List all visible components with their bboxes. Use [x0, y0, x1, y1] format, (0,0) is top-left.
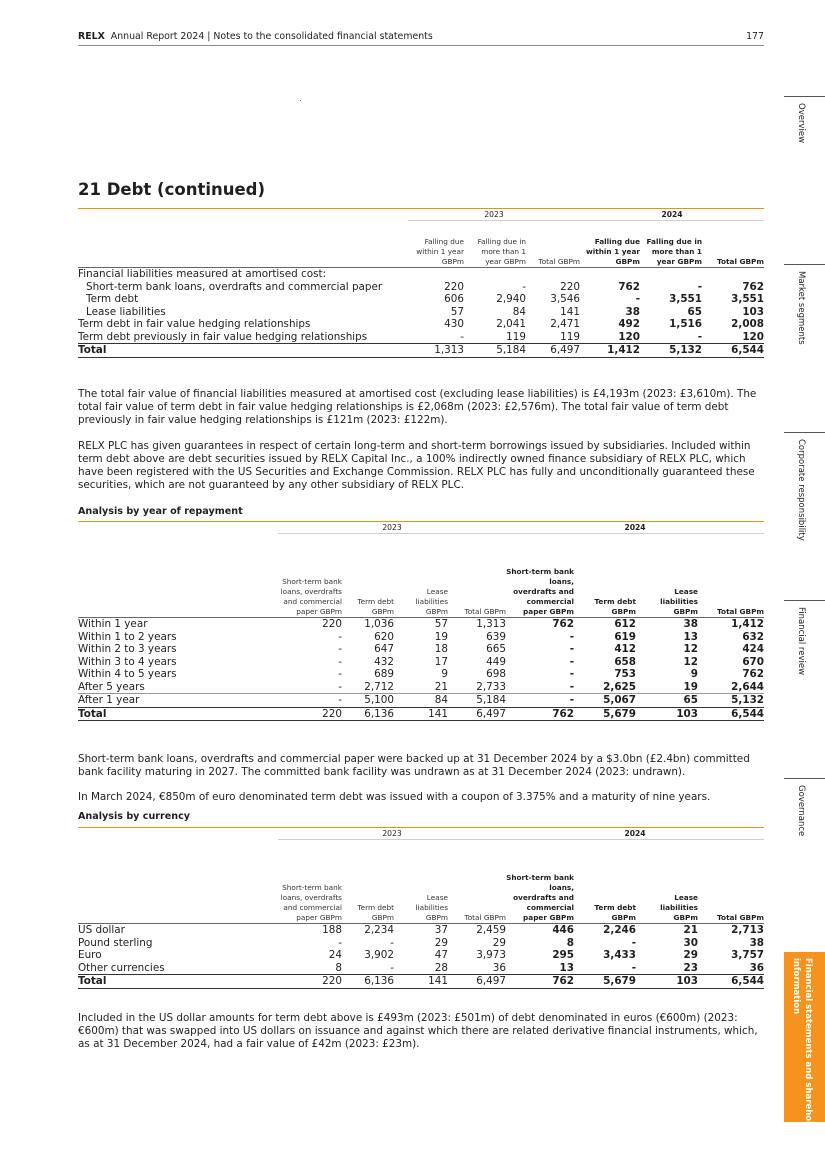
year-2024: 2024	[506, 523, 764, 534]
table-row	[78, 268, 764, 281]
cell: 120	[618, 330, 641, 343]
table-total-row	[78, 344, 764, 358]
cell: 3,902	[364, 949, 394, 961]
cell: 141	[560, 305, 581, 318]
cell: -	[635, 293, 641, 305]
table-row	[78, 668, 764, 681]
tab-governance-label: Governance	[796, 785, 806, 837]
cell: 2,644	[698, 681, 764, 694]
cell: 29	[434, 936, 448, 949]
cell: 84	[512, 305, 526, 318]
cell: 3,973	[476, 949, 507, 961]
row-label: Financial liabilities measured at amortised cost:	[78, 268, 327, 280]
cell: 57	[434, 618, 448, 630]
cell: 6,136	[342, 707, 394, 721]
cell: 19	[434, 630, 448, 643]
cell: 8	[566, 936, 575, 949]
cell: 2,940	[496, 293, 526, 305]
cell: 412	[614, 643, 637, 655]
table-row	[78, 962, 764, 975]
cell: 658	[614, 655, 637, 668]
col-header: Falling due in more than 1 year GBPm	[464, 221, 526, 268]
cell: -	[631, 961, 637, 974]
cell: 5,132	[731, 694, 765, 706]
paragraph-guarantees: RELX PLC has given guarantees in respect of certain long-term and short-term borrowings issued by subsidiaries. Included within term debt above are debt securities issued by RELX Capital Inc., a 100% indirectly owned finance subsidiary of RELX PLC, which have been registered with the US Securities and Exchange Commission. RELX PLC has fully and unconditionally guaranteed these securities, which are not guaranteed by any other subsidiary of RELX PLC.	[78, 440, 755, 491]
report-title: Annual Report 2024 | Notes to the consolidated financial statements	[110, 31, 433, 42]
cell: -	[338, 630, 342, 643]
stray-dot	[300, 100, 301, 101]
cell: 1,313	[476, 618, 507, 630]
cell: 119	[506, 330, 526, 343]
cell: 8	[335, 961, 342, 974]
cell: 119	[560, 330, 581, 343]
col-header: Short-term bank loans, overdrafts and commercial paper GBPm	[506, 534, 574, 618]
cell: -	[278, 681, 342, 694]
cell: 37	[434, 924, 448, 936]
col-header: Short-term bank loans, overdrafts and commercial paper GBPm	[278, 840, 342, 924]
cell: 30	[683, 936, 699, 949]
row-label: Within 1 to 2 years	[78, 630, 177, 643]
row-label: Term debt	[86, 293, 139, 305]
row-label: Total	[78, 707, 278, 721]
cell: 3,551	[731, 293, 765, 305]
cell: 17	[434, 655, 448, 668]
col-header: Total GBPm	[702, 221, 764, 268]
table-row	[78, 618, 764, 631]
cell: 141	[394, 975, 448, 989]
subheading-currency: Analysis by currency	[78, 811, 191, 822]
tab-corporate-responsibility-label: Corporate responsibility	[796, 439, 806, 541]
cell: 5,184	[464, 344, 526, 358]
table2-top-rule	[78, 521, 764, 522]
cell: 5,067	[603, 694, 637, 706]
cell: 103	[636, 975, 698, 989]
year-2023: 2023	[408, 210, 580, 221]
cell: -	[697, 330, 703, 343]
cell: -	[569, 655, 575, 668]
cell: 220	[278, 707, 342, 721]
cell: 220	[560, 280, 581, 293]
cell: 12	[683, 655, 699, 668]
cell: 6,544	[702, 344, 764, 358]
cell: -	[460, 330, 464, 343]
cell: 632	[742, 630, 765, 643]
cell: 1,412	[580, 344, 640, 358]
cell: 220	[278, 975, 342, 989]
table-row	[78, 937, 764, 950]
cell: 446	[552, 924, 575, 936]
cell: 3,546	[550, 293, 581, 305]
cell: 3,551	[669, 293, 703, 305]
col-header: Total GBPm	[698, 840, 764, 924]
cell: 21	[394, 681, 448, 694]
col-header: Lease liabilities GBPm	[394, 840, 448, 924]
tab-financial-review[interactable]	[784, 600, 825, 768]
cell: 762	[618, 280, 641, 293]
cell: -	[338, 655, 342, 668]
year-2023: 2023	[278, 523, 506, 534]
cell: 1,036	[364, 618, 394, 630]
col-header: Term debt GBPm	[574, 534, 636, 618]
col-header: Short-term bank loans, overdrafts and commercial paper GBPm	[506, 840, 574, 924]
cell: 57	[450, 305, 464, 318]
cell: 9	[441, 668, 448, 680]
table1-top-rule	[78, 208, 764, 209]
cell: 2,234	[364, 924, 394, 936]
cell: 1,313	[408, 344, 464, 358]
col-header: Lease liabilities GBPm	[636, 534, 698, 618]
page-number: 177	[746, 31, 764, 42]
cell: 2,008	[731, 318, 765, 330]
col-header: Falling due within 1 year GBPm	[580, 221, 640, 268]
cell: 5,679	[574, 707, 636, 721]
col-header: Falling due within 1 year GBPm	[408, 221, 464, 268]
cell: 647	[374, 643, 394, 655]
cell: 18	[434, 643, 448, 655]
cell: -	[697, 280, 703, 293]
cell: 2,471	[550, 318, 581, 330]
cell: -	[631, 936, 637, 949]
cell: 5,184	[476, 694, 507, 706]
cell: -	[338, 643, 342, 655]
cell: 6,497	[448, 975, 506, 989]
cell: 424	[742, 643, 765, 655]
row-label: Within 1 year	[78, 618, 148, 630]
row-label: Within 3 to 4 years	[78, 655, 177, 668]
row-label: Other currencies	[78, 961, 165, 974]
table-total-row	[78, 975, 764, 989]
cell: 6,497	[526, 344, 580, 358]
cell: 3,757	[731, 949, 765, 961]
cell: 19	[636, 681, 698, 694]
cell: 141	[394, 707, 448, 721]
cell: -	[338, 936, 342, 949]
table-row	[78, 694, 764, 708]
cell: 619	[614, 630, 637, 643]
row-label: Total	[78, 344, 408, 358]
cell: 1,516	[669, 318, 703, 330]
cell: -	[390, 936, 394, 949]
row-label: Pound sterling	[78, 936, 153, 949]
paragraph-bank-facility: Short-term bank loans, overdrafts and commercial paper were backed up at 31 December 2024 by a $3.0bn (£2.4bn) committed bank facility maturing in 2027. The committed bank facility was undrawn as at 31 December 2024 (2023: undrawn).	[78, 753, 750, 778]
cell: 3,433	[603, 949, 637, 961]
tab-market-segments[interactable]	[784, 264, 825, 432]
table-row	[78, 681, 764, 694]
cell: 762	[506, 975, 574, 989]
row-label: Euro	[78, 949, 102, 961]
cell: -	[338, 694, 342, 706]
cell: 9	[690, 668, 699, 680]
cell: 2,459	[476, 924, 507, 936]
cell: 5,132	[640, 344, 702, 358]
cell: -	[569, 630, 575, 643]
cell: 762	[552, 618, 575, 630]
cell: 36	[492, 961, 507, 974]
row-label: After 1 year	[78, 694, 140, 706]
cell: 612	[614, 618, 637, 630]
page-header	[78, 31, 764, 42]
cell: 103	[742, 305, 765, 318]
table-total-row	[78, 707, 764, 721]
cell: 6,497	[448, 707, 506, 721]
cell: 2,712	[342, 681, 394, 694]
paragraph-euro-issue: In March 2024, €850m of euro denominated term debt was issued with a coupon of 3.375% and a maturity of nine years.	[78, 791, 711, 803]
cell: 120	[742, 330, 765, 343]
cell: 620	[374, 630, 394, 643]
subheading-repayment: Analysis by year of repayment	[78, 506, 243, 517]
tab-financial-statements[interactable]	[784, 952, 825, 1141]
tab-financial-statements-label: Financial statements and shareholder information	[791, 958, 813, 1141]
tab-market-segments-label: Market segments	[796, 271, 806, 345]
cell: 38	[683, 618, 699, 630]
row-label: Total	[78, 975, 278, 989]
table-row	[78, 318, 764, 331]
cell: 689	[374, 668, 394, 680]
table-row	[78, 281, 764, 294]
row-label: US dollar	[78, 924, 125, 936]
cell: 2,625	[574, 681, 636, 694]
cell: 492	[618, 318, 641, 330]
cell: -	[569, 694, 575, 706]
cell: 103	[636, 707, 698, 721]
cell: 432	[374, 655, 394, 668]
cell: -	[569, 668, 575, 680]
year-2024: 2024	[580, 210, 764, 221]
col-header: Term debt GBPm	[574, 840, 636, 924]
col-header: Short-term bank loans, overdrafts and commercial paper GBPm	[278, 534, 342, 618]
col-header: Lease liabilities GBPm	[394, 534, 448, 618]
table-row	[78, 631, 764, 644]
cell: -	[569, 643, 575, 655]
cell: 6,136	[342, 975, 394, 989]
cell: 2,733	[448, 681, 506, 694]
debt-summary-table	[78, 210, 764, 358]
cell: 29	[683, 949, 699, 961]
row-label: After 5 years	[78, 681, 278, 694]
col-header: Total GBPm	[448, 840, 506, 924]
cell: 449	[486, 655, 507, 668]
col-header: Lease liabilities GBPm	[636, 840, 698, 924]
cell: 6,544	[698, 975, 764, 989]
cell: 2,246	[603, 924, 637, 936]
col-header: Total GBPm	[526, 221, 580, 268]
table-row	[78, 293, 764, 306]
cell: 762	[506, 707, 574, 721]
table-row	[78, 924, 764, 937]
tab-overview-label: Overview	[796, 103, 806, 144]
year-2023: 2023	[278, 829, 506, 840]
cell: -	[338, 668, 342, 680]
cell: 13	[559, 961, 575, 974]
cell: 65	[683, 694, 699, 706]
cell: 65	[687, 305, 703, 318]
cell: 47	[434, 949, 448, 961]
cell: 220	[444, 280, 464, 293]
cell: 753	[614, 668, 637, 680]
row-label: Within 4 to 5 years	[78, 668, 177, 680]
cell: 28	[434, 961, 448, 974]
cell: 670	[742, 655, 765, 668]
cell: 5,100	[364, 694, 394, 706]
cell: 639	[486, 630, 507, 643]
repayment-table	[78, 523, 764, 721]
cell: 84	[434, 694, 448, 706]
col-header: Term debt GBPm	[342, 840, 394, 924]
cell: 295	[552, 949, 575, 961]
cell: -	[390, 961, 394, 974]
table3-top-rule	[78, 827, 764, 828]
row-label: Term debt in fair value hedging relationships	[78, 318, 311, 330]
currency-table	[78, 829, 764, 989]
table-row	[78, 643, 764, 656]
cell: 2,713	[731, 924, 765, 936]
col-header: Term debt GBPm	[342, 534, 394, 618]
cell: -	[506, 681, 574, 694]
tab-corporate-responsibility[interactable]	[784, 432, 825, 600]
cell: 23	[683, 961, 699, 974]
tab-governance[interactable]	[784, 778, 825, 946]
row-label: Term debt previously in fair value hedging relationships	[78, 330, 368, 343]
cell: 29	[492, 936, 507, 949]
cell: 665	[486, 643, 507, 655]
cell: 220	[322, 618, 342, 630]
cell: 5,679	[574, 975, 636, 989]
table-row	[78, 656, 764, 669]
cell: 38	[749, 936, 765, 949]
cell: 13	[683, 630, 699, 643]
cell: 38	[625, 305, 641, 318]
cell: 36	[749, 961, 765, 974]
paragraph-usd-swap: Included in the US dollar amounts for term debt above is £493m (2023: £501m) of debt denominated in euros (€600m) (2023: €600m) that was swapped into US dollars on issuance and against which there are related derivative financial instruments, which, as at 31 December 2024, had a fair value of £42m (2023: £23m).	[78, 1012, 758, 1050]
cell: 188	[322, 924, 342, 936]
table-row	[78, 949, 764, 962]
row-label: Short-term bank loans, overdrafts and commercial paper	[86, 280, 383, 293]
section-title: 21 Debt (continued)	[78, 180, 266, 199]
cell: 21	[683, 924, 699, 936]
row-label: Lease liabilities	[86, 305, 166, 318]
col-header: Total GBPm	[698, 534, 764, 618]
cell: -	[522, 280, 526, 293]
year-2024: 2024	[506, 829, 764, 840]
tab-financial-review-label: Financial review	[796, 607, 806, 676]
cell: 1,412	[731, 618, 765, 630]
brand: RELX	[78, 31, 105, 42]
paragraph-fair-value: The total fair value of financial liabilities measured at amortised cost (excluding lease liabilities) is £4,193m (2023: £3,610m). The total fair value of term debt in fair value hedging relationships is £2,068m (2023: £2,576m). The total fair value of term debt previously in fair value hedging relationships is £121m (2023: £122m).	[78, 388, 757, 426]
cell: 762	[742, 280, 765, 293]
cell: 606	[444, 293, 464, 305]
cell: 24	[328, 949, 342, 961]
cell: 2,041	[496, 318, 526, 330]
tab-overview[interactable]	[784, 96, 825, 264]
cell: 6,544	[698, 707, 764, 721]
table-row	[78, 331, 764, 344]
cell: 430	[444, 318, 464, 330]
cell: 12	[683, 643, 699, 655]
cell: 762	[742, 668, 765, 680]
row-label: Within 2 to 3 years	[78, 643, 177, 655]
cell: 698	[486, 668, 507, 680]
header-rule	[78, 45, 764, 46]
col-header: Total GBPm	[448, 534, 506, 618]
table-row	[78, 306, 764, 319]
col-header: Falling due in more than 1 year GBPm	[640, 221, 702, 268]
